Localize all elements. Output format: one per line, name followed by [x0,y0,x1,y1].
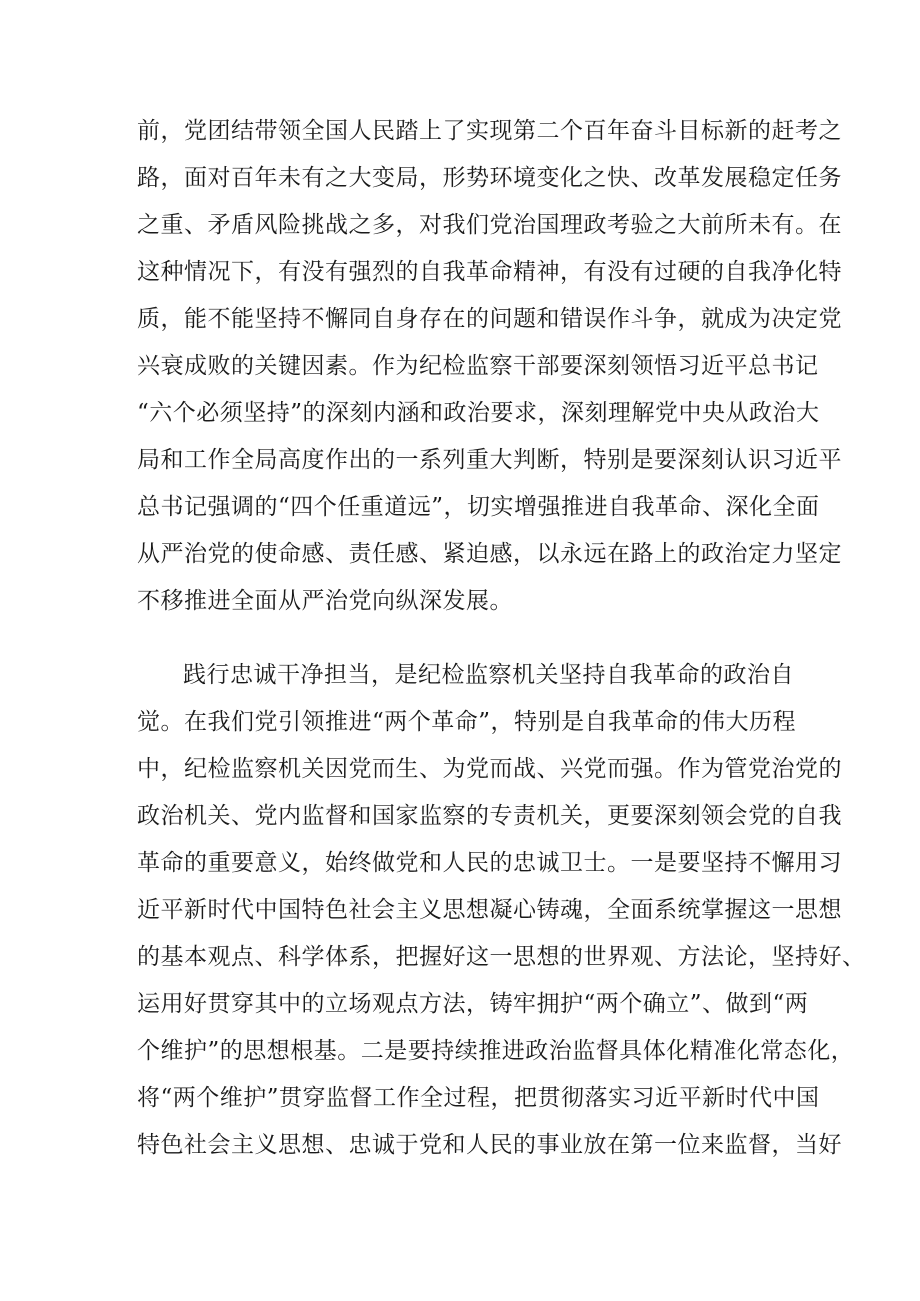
text-line: 特色社会主义思想、忠诚于党和人民的事业放在第一位来监督，当好 [137,1132,842,1158]
text-line: 革命的重要意义，始终做党和人民的忠诚卫士。一是要坚持不懈用习 [137,850,842,876]
text-line: 这种情况下，有没有强烈的自我革命精神，有没有过硬的自我净化特 [137,259,842,285]
text-line: 兴衰成败的关键因素。作为纪检监察干部要深刻领悟习近平总书记 [137,353,819,379]
text-line: 总书记强调的“四个任重道远”，切实增强推进自我革命、深化全面 [137,494,820,520]
text-line: 将“两个维护”贯穿监督工作全过程，把贯彻落实习近平新时代中国 [137,1085,820,1111]
text-line: 不移推进全面从严治党向纵深发展。 [137,588,513,614]
text-line: 近平新时代中国特色社会主义思想凝心铸魂，全面系统掌握这一思想 [137,897,842,923]
text-line: 的基本观点、科学体系，把握好这一思想的世界观、方法论，坚持好、 [137,944,866,970]
text-line: 运用好贯穿其中的立场观点方法，铸牢拥护“两个确立”、做到“两 [137,991,809,1017]
text-line: 路，面对百年未有之大变局，形势环境变化之快、改革发展稳定任务 [137,165,842,191]
text-line: 从严治党的使命感、责任感、紧迫感，以永远在路上的政治定力坚定 [137,541,842,567]
text-line: 个维护”的思想根基。二是要持续推进政治监督具体化精准化常态化， [137,1038,855,1064]
text-line: 前，党团结带领全国人民踏上了实现第二个百年奋斗目标新的赶考之 [137,118,842,144]
text-line: “六个必须坚持”的深刻内涵和政治要求，深刻理解党中央从政治大 [137,400,820,426]
text-line: 政治机关、党内监督和国家监察的专责机关，更要深刻领会党的自我 [137,803,842,829]
text-line: 践行忠诚干净担当，是纪检监察机关坚持自我革命的政治自 [183,662,794,688]
text-line: 局和工作全局高度作出的一系列重大判断，特别是要深刻认识习近平 [137,447,842,473]
text-line: 之重、矛盾风险挑战之多，对我们党治国理政考验之大前所未有。在 [137,212,842,238]
text-line: 觉。在我们党引领推进“两个革命”，特别是自我革命的伟大历程 [137,709,797,735]
text-line: 中，纪检监察机关因党而生、为党而战、兴党而强。作为管党治党的 [137,756,842,782]
text-line: 质，能不能坚持不懈同自身存在的问题和错误作斗争，就成为决定党 [137,306,842,332]
